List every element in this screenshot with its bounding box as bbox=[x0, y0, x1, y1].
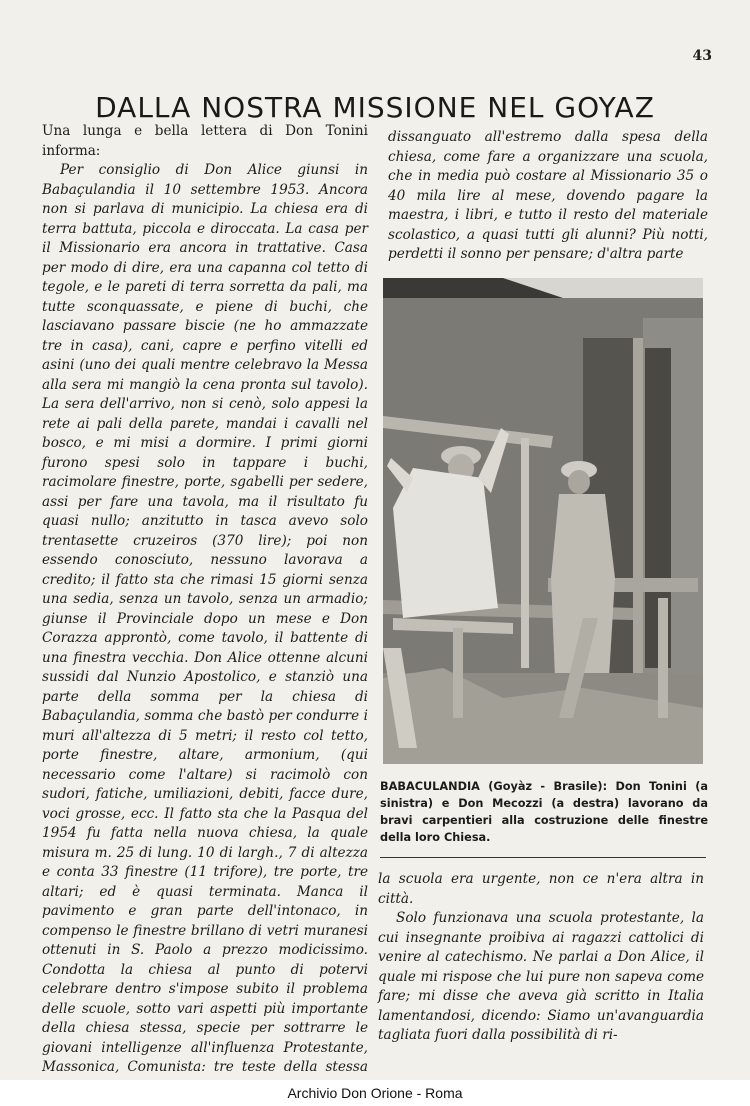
left-column bbox=[42, 122, 368, 1097]
bottom-paragraph-1: la scuola era urgente, non ce n'era altra in città. bbox=[378, 871, 704, 907]
continued-paragraph: dissanguato all'estremo dalla spesa della chiesa, come fare a organizzare una scuola, che in media può costare al Missionario 35 o 40 mila lire al mese, dovendo pagare la maestra, i libri, e tutto il resto del materiale scolastico, a quasi tutti gli alunni? Più notti, perdetti il sonno per pensare; d'altra parte bbox=[388, 129, 708, 262]
caption-divider bbox=[380, 857, 706, 858]
photo-illustration bbox=[383, 278, 703, 764]
right-column-top bbox=[388, 128, 708, 265]
letter-paragraph: Per consiglio di Don Alice giunsi in Babaçulandia il 10 settembre 1953. Ancora non si parlava di municipio. La chiesa era di terra battuta, piccola e diroccata. La casa per il Missionario era ancora in trattative. Casa per modo di dire, era una capanna col tetto di tegole, e le pareti di terra sorretta da pali, ma tutte sconquassate, e piene di buchi, che lasciavano passare biscie (ne ho ammazzate tre in casa), cani, capre e perfino vitelli ed asini (uno dei quali mentre celebravo la Messa alla sera mi mangiò la cena pronta sul tavolo). La sera dell'arrivo, non si cenò, solo appesi la rete ai pali della parete, mandai i cavalli nel bosco, e mi misi a dormire. I primi giorni furono spesi solo in tappare i buchi, racimolare finestre, porte, sgabelli per sedere, assi per fare una tavola, ma il risultato fu quasi nullo; anzitutto in tasca avevo solo trentasette cruzeiros (370 lire); poi non essendo conosciuto, nessuno lavorava a credito; il fatto sta che rimasi 15 giorni senza una sedia, senza un tavolo, senza un armadio; giunse il Provinciale dopo un mese e Don Corazza approntò, come tavolo, il battente di una finestra vecchia. Don Alice ottenne alcuni sussidi dal Nunzio Apostolico, e stanziò una parte della somma per la chiesa di Babaçulandia, somma che bastò per condurre i muri all'altezza di 5 metri; il resto col tetto, porte finestre, altare, armonium, (qui necessario come l'altare) si racimolò con sudori, fatiche, umiliazioni, debiti, facce dure, voci grosse, ecc. Il fatto sta che la Pasqua del 1954 fu fatta nella nuova chiesa, la quale misura m. 25 di lung. 10 di largh., 7 di altezza e conta 33 finestre (11 trifore), tre porte, tre altari; ed è quasi terminata. Manca il pavimento e gran parte dell'intonaco, in compenso le finestre brillano di vetri muranesi ottenuti in S. Paolo a prezzo modicissimo. Condotta la chiesa al punto di potervi celebrare dentro s'impose subito il problema delle scuole, sotto vari aspetti più importante della chiesa stessa, specie per sottrarre le giovani intelligenze all'influenza Protestante, Massonica, Comunista: tre teste della stessa bbox=[42, 162, 368, 1075]
right-column-bottom bbox=[378, 870, 704, 1046]
article-title: DALLA NOSTRA MISSIONE NEL GOYAZ bbox=[95, 90, 655, 124]
intro-paragraph: Una lunga e bella lettera di Don Tonini informa: bbox=[42, 123, 368, 159]
construction-photo bbox=[383, 278, 703, 764]
photo-caption: BABACULANDIA (Goyàz - Brasile): Don Tonini (a sinistra) e Don Mecozzi (a destra) lavorano da bravi carpentieri alla costruzione delle finestre della loro Chiesa. bbox=[380, 780, 708, 844]
bottom-paragraph-2: Solo funzionava una scuola protestante, la cui insegnante proibiva ai ragazzi cattolici di venire al catechismo. Ne parlai a Don Alice, il quale mi rispose che lui pure non sapeva come fare; mi disse che aveva già scritto in Italia lamentandosi, dicendo: Siamo un'avanguardia tagliata fuori dalla possibilità di ri- bbox=[378, 910, 704, 1043]
page-number: 43 bbox=[692, 48, 712, 64]
archive-footer: Archivio Don Orione - Roma bbox=[0, 1080, 750, 1106]
